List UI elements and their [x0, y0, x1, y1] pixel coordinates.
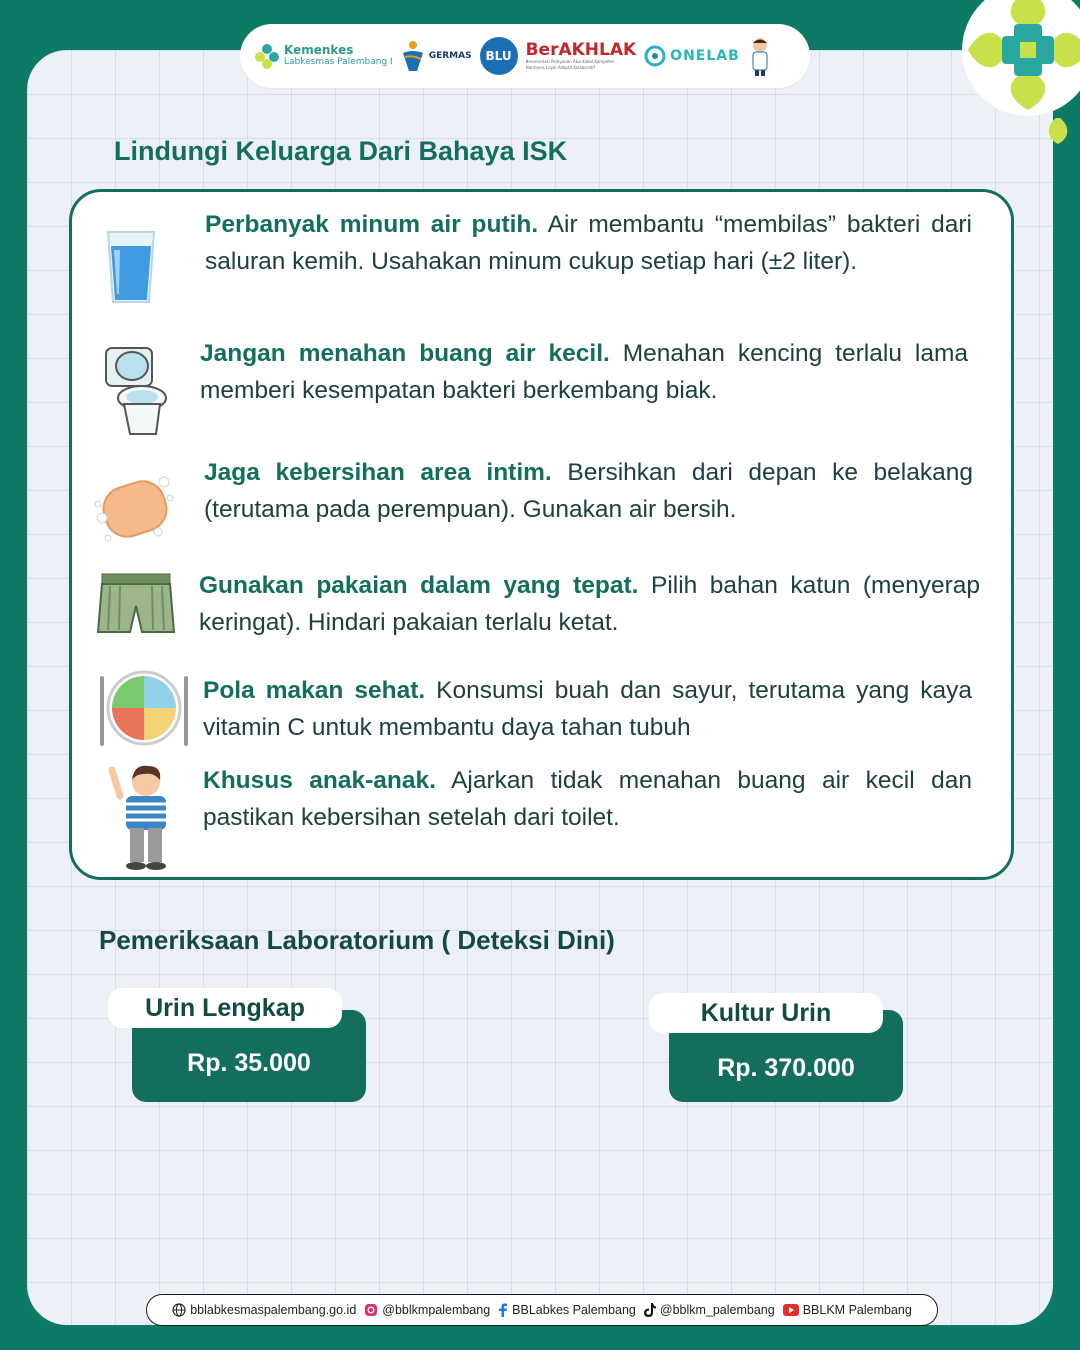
- tip-diet-body: Konsumsi buah dan sayur, terutama yang kaya vitamin C untuk membantu daya tahan tubuh: [203, 677, 972, 741]
- footer-tiktok[interactable]: [644, 1303, 775, 1317]
- onelab-logo: [644, 45, 740, 67]
- water-glass-icon: [104, 228, 158, 306]
- instagram-icon: [364, 1303, 378, 1317]
- soap-icon: [92, 468, 176, 546]
- footer-instagram[interactable]: [364, 1303, 490, 1317]
- tip-children-head: Khusus anak-anak.: [203, 767, 436, 794]
- tip-children-body: Ajarkan tidak menahan buang air kecil dan pastikan kebersihan setelah dari toilet.: [203, 767, 972, 831]
- tip-toilet-body: Menahan kencing terlalu lama memberi kesempatan bakteri berkembang biak.: [200, 340, 968, 404]
- berakhlak-text: BerAKHLAK: [525, 40, 637, 60]
- tip-water: [205, 206, 972, 280]
- tip-diet: [203, 672, 972, 746]
- labkesmas-text: Labkesmas Palembang I: [284, 57, 393, 67]
- labkesmas-emblem-icon: [946, 0, 1080, 158]
- page-title: Lindungi Keluarga Dari Bahaya ISK: [114, 136, 568, 166]
- germas-text: GERMAS: [428, 51, 472, 61]
- tip-hygiene-body: Bersihkan dari depan ke belakang (terutama pada perempuan). Gunakan air bersih.: [204, 459, 974, 523]
- tip-underwear-head: Gunakan pakaian dalam yang tepat.: [199, 572, 639, 599]
- urin-lengkap-price: Rp. 35.000: [187, 1048, 311, 1077]
- berakhlak-subtext: Berorientasi Pelayanan Akuntabel Kompeten Harmonis Loyal Adaptif Kolaboratif: [525, 59, 615, 70]
- footer-youtube-text: BBLKM Palembang: [802, 1303, 912, 1317]
- tip-underwear: [199, 567, 980, 641]
- tip-water-head: Perbanyak minum air putih.: [205, 211, 539, 238]
- kemenkes-text: Kemenkes: [284, 43, 354, 57]
- kultur-urin-label: Kultur Urin: [649, 993, 883, 1033]
- blu-logo: [480, 37, 518, 75]
- partner-logo-bar: [240, 24, 810, 88]
- urin-lengkap-label: Urin Lengkap: [108, 988, 342, 1028]
- kemenkes-logo: [254, 43, 393, 69]
- tip-water-body: Air membantu “membilas” bakteri dari saluran kemih. Usahakan minum cukup setiap hari (±2 liter).: [205, 211, 972, 275]
- footer-youtube[interactable]: [783, 1303, 912, 1317]
- toilet-icon: [100, 344, 170, 438]
- tip-underwear-body: Pilih bahan katun (menyerap keringat). Hindari pakaian terlalu ketat.: [199, 572, 980, 636]
- footer-website[interactable]: [172, 1303, 356, 1317]
- healthy-plate-icon: [96, 666, 192, 750]
- mascot-logo: [748, 36, 772, 76]
- tip-toilet-head: Jangan menahan buang air kecil.: [200, 340, 610, 367]
- tip-children: [203, 762, 972, 836]
- child-waving-icon: [104, 762, 182, 872]
- tip-hygiene-head: Jaga kebersihan area intim.: [204, 459, 552, 486]
- tip-hygiene: [204, 454, 973, 528]
- footer-instagram-text: @bblkmpalembang: [382, 1303, 491, 1317]
- social-footer: [146, 1294, 938, 1326]
- kultur-urin-price: Rp. 370.000: [717, 1053, 855, 1082]
- facebook-icon: [498, 1303, 508, 1317]
- tiktok-icon: [644, 1303, 656, 1317]
- footer-tiktok-text: @bblkm_palembang: [659, 1303, 775, 1317]
- boxer-shorts-icon: [96, 572, 176, 638]
- tip-toilet: [200, 335, 968, 409]
- onelab-text: ONELAB: [670, 48, 740, 64]
- footer-website-text: bblabkesmaspalembang.go.id: [190, 1303, 357, 1317]
- kemenkes-icon: [254, 43, 280, 69]
- footer-facebook-text: BBLabkes Palembang: [512, 1303, 636, 1317]
- onelab-icon: [644, 45, 666, 67]
- youtube-icon: [783, 1304, 799, 1316]
- germas-logo: [401, 39, 472, 73]
- footer-facebook[interactable]: [498, 1303, 636, 1317]
- tip-diet-head: Pola makan sehat.: [203, 677, 426, 704]
- berakhlak-logo: [526, 41, 637, 71]
- globe-icon: [172, 1303, 186, 1317]
- blu-badge: BLU: [480, 37, 518, 75]
- mascot-icon: [748, 36, 772, 76]
- germas-icon: [401, 39, 425, 73]
- lab-section-title: Pemeriksaan Laboratorium ( Deteksi Dini): [99, 925, 615, 955]
